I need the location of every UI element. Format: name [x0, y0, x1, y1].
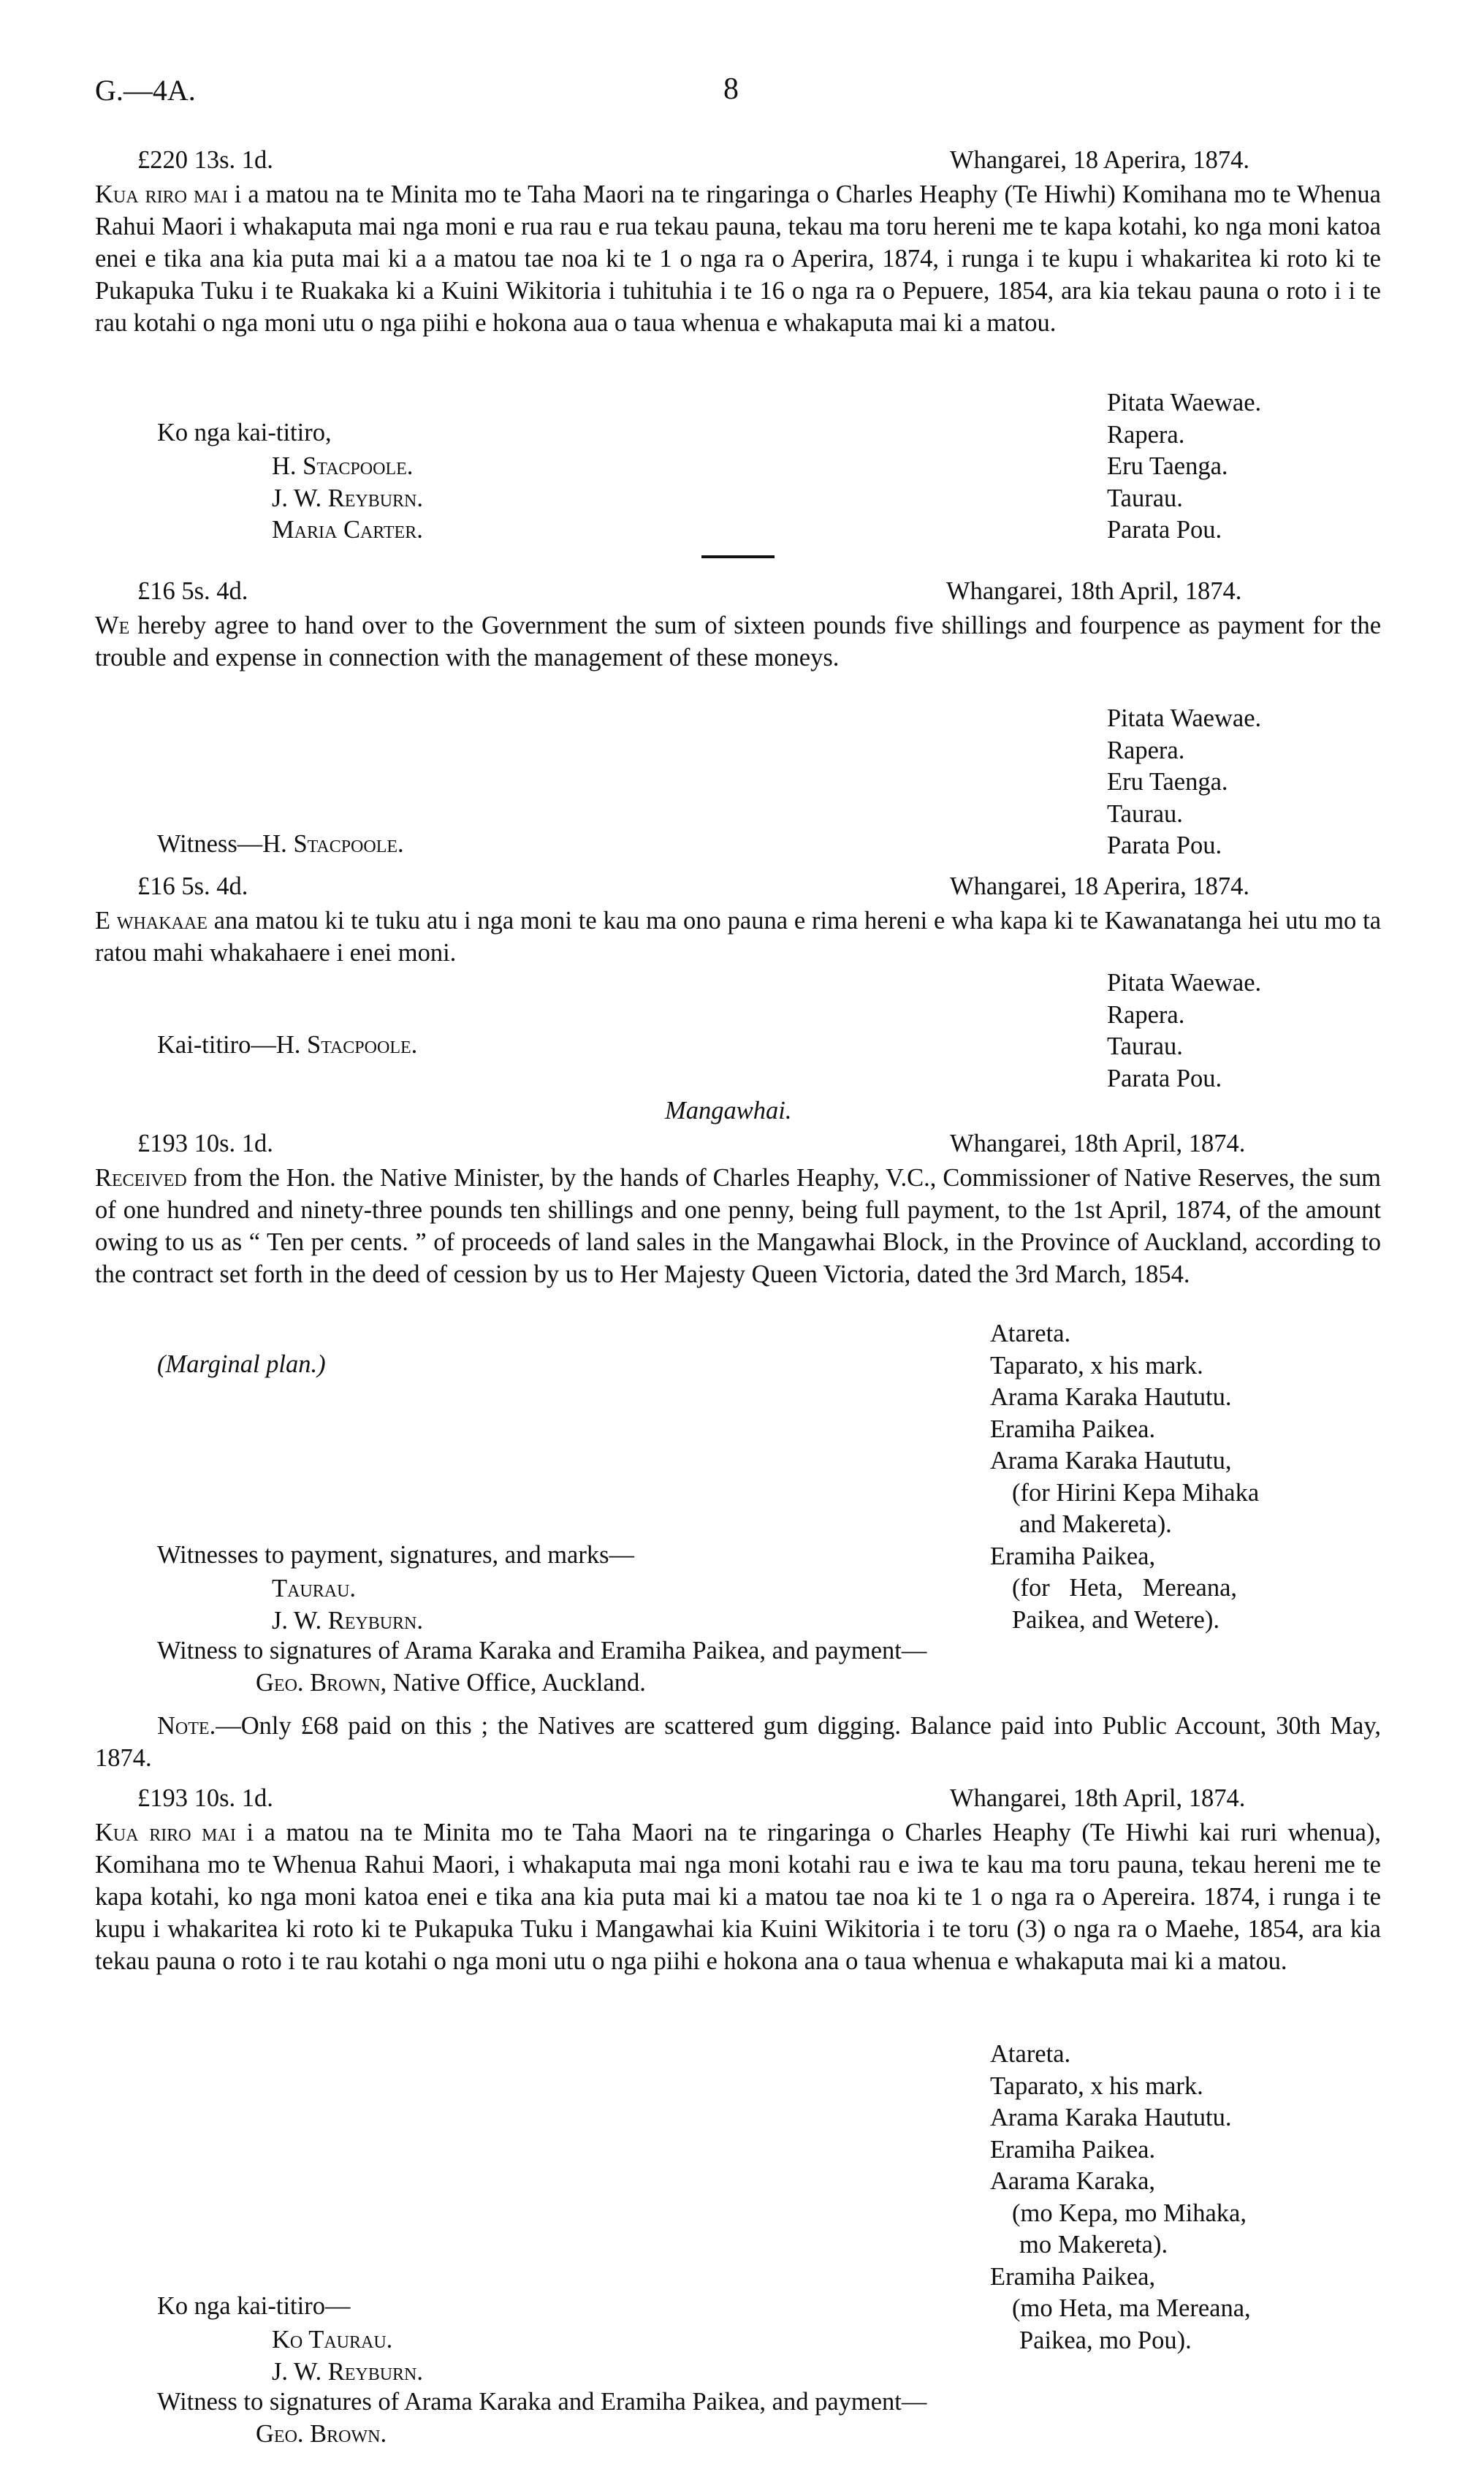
witness-name: Geo. Brown.	[256, 2420, 387, 2448]
receipt-body: Kua riro mai i a matou na te Minita mo te Taha Maori na te ringaringa o Charles Heaphy (Te Hiwhi kai ruri whenua), Komihana mo te Whenua Rahui Maori, i whakaputa mai nga moni kotahi rau e iwa te kau ma toru pauna, tekau hereni me te kapa kotahi, ko nga moni katoa enei e tika ana kia puta mai ki a matou tae noa ki te 1 o nga ra o Apereira. 1874, i runga i te kupu i whakaritea ki roto ki te Pukapuka Tuku i Mangawhai kia Kuini Wikitoria i te toru (3) o nga ra o Maehe, 1854, ara kia tekau pauna o roto i te rau kotahi o nga moni utu o nga piihi e hokona ana o taua whenua e whakaputa mai ki a matou.	[95, 1819, 1381, 1975]
receipt-body: E whakaae ana matou ki te tuku atu i nga moni te kau ma ono pauna e rima hereni e wha kapa ki te Kawanatanga hei utu mo ta ratou mahi whakahaere i enei moni.	[95, 907, 1382, 967]
receipt-amount: £193 10s. 1d.	[137, 1130, 273, 1157]
signatory-list: Atareta. Taparato, x his mark. Arama Karaka Haututu. Eramiha Paikea. Aarama Karaka, (mo Kepa, mo Mihaka, mo Makereta). Eramiha Paikea, (mo Heta, ma Mereana, Paikea, mo Pou).	[990, 2040, 1251, 2354]
signatory-list: Pitata Waewae. Rapera. Taurau. Parata Pou.	[1107, 969, 1262, 1092]
receipt-date: Whangarei, 18 Aperira, 1874.	[950, 872, 1250, 900]
receipt-date: Whangarei, 18th April, 1874.	[950, 1130, 1246, 1157]
witness-name: Geo. Brown, Native Office, Auckland.	[256, 1669, 646, 1697]
witness-signatures-line: Witness to signatures of Arama Karaka and Eramiha Paikea, and payment—	[157, 1637, 927, 1664]
receipt-amount: £220 13s. 1d.	[137, 146, 273, 174]
signatory-list: Atareta. Taparato, x his mark. Arama Karaka Haututu. Eramiha Paikea. Arama Karaka Haututu, (for Hirini Kepa Mihaka and Makereta). Eramiha Paikea, (for Heta, Mereana, Paikea, and Wetere).	[990, 1320, 1260, 1634]
witness-signatures-line: Witness to signatures of Arama Karaka and Eramiha Paikea, and payment—	[157, 2388, 927, 2416]
note-paragraph: Note.—Only £68 paid on this ; the Natives are scattered gum digging. Balance paid into Public Account, 30th May, 1874.	[95, 1712, 1381, 1772]
signatory-list: Pitata Waewae. Rapera. Eru Taenga. Taurau. Parata Pou.	[1107, 389, 1262, 544]
receipt-date: Whangarei, 18 Aperira, 1874.	[950, 146, 1250, 174]
receipt-amount: £16 5s. 4d.	[137, 872, 248, 900]
witness-line: Witness—H. Stacpoole.	[157, 830, 404, 858]
receipt-amount: £16 5s. 4d.	[137, 577, 248, 605]
witness-line: Witnesses to payment, signatures, and marks—	[157, 1541, 635, 1569]
receipt-body: Received from the Hon. the Native Minister, by the hands of Charles Heaphy, V.C., Commissioner of Native Reserves, the sum of one hundred and ninety-three pounds ten shillings and one penny, being full payment, to the 1st April, 1874, of the amount owing to us as “ Ten per cents. ” of proceeds of land sales in the Mangawhai Block, in the Province of Auckland, according to the contract set forth in the deed of cession by us to Her Majesty Queen Victoria, dated the 3rd March, 1854.	[95, 1164, 1381, 1288]
witness-heading: Ko nga kai-titiro—	[157, 2292, 351, 2320]
receipt-body: We hereby agree to hand over to the Government the sum of sixteen pounds five shillings and fourpence as payment for the trouble and expense in connection with the management of these moneys.	[95, 612, 1382, 671]
receipt-date: Whangarei, 18th April, 1874.	[950, 1784, 1246, 1812]
witness-list: Ko Taurau. J. W. Reyburn.	[272, 2326, 424, 2386]
witness-heading: Ko nga kai-titiro,	[157, 419, 332, 446]
witness-list: Taurau. J. W. Reyburn.	[272, 1575, 424, 1635]
witness-line: Kai-titiro—H. Stacpoole.	[157, 1031, 418, 1059]
witness-list: H. Stacpoole. J. W. Reyburn. Maria Carter.	[272, 452, 424, 544]
document-code: G.—4A.	[95, 74, 196, 107]
signatory-list: Pitata Waewae. Rapera. Eru Taenga. Taurau. Parata Pou.	[1107, 704, 1262, 859]
receipt-date: Whangarei, 18th April, 1874.	[946, 577, 1242, 605]
marginal-plan-note: (Marginal plan.)	[157, 1350, 326, 1378]
receipt-amount: £193 10s. 1d.	[137, 1784, 273, 1812]
section-heading: Mangawhai.	[665, 1097, 792, 1125]
receipt-body: Kua riro mai i a matou na te Minita mo te Taha Maori na te ringaringa o Charles Heaphy (Te Hiwhi) Komihana mo te Whenua Rahui Maori i whakaputa mai nga moni e rua rau e rua tekau pauna, tekau ma toru hereni me te kapa kotahi, ko nga moni katoa enei e tika ana kia puta mai ki a a matou tae noa ki te 1 o nga ra o Aperira, 1874, i runga i te kupu i whakaritea ki roto ki te Pukapuka Tuku i te Ruakaka ki a Kuini Wikitoria i tuhituhia i te 16 o nga ra o Pepuere, 1854, ara kia tekau pauna o roto i i te rau kotahi o nga moni utu o nga piihi e hokona aua o taua whenua e whakaputa mai ki a matou.	[95, 180, 1381, 337]
page-number: 8	[723, 72, 739, 106]
section-divider	[701, 555, 775, 558]
